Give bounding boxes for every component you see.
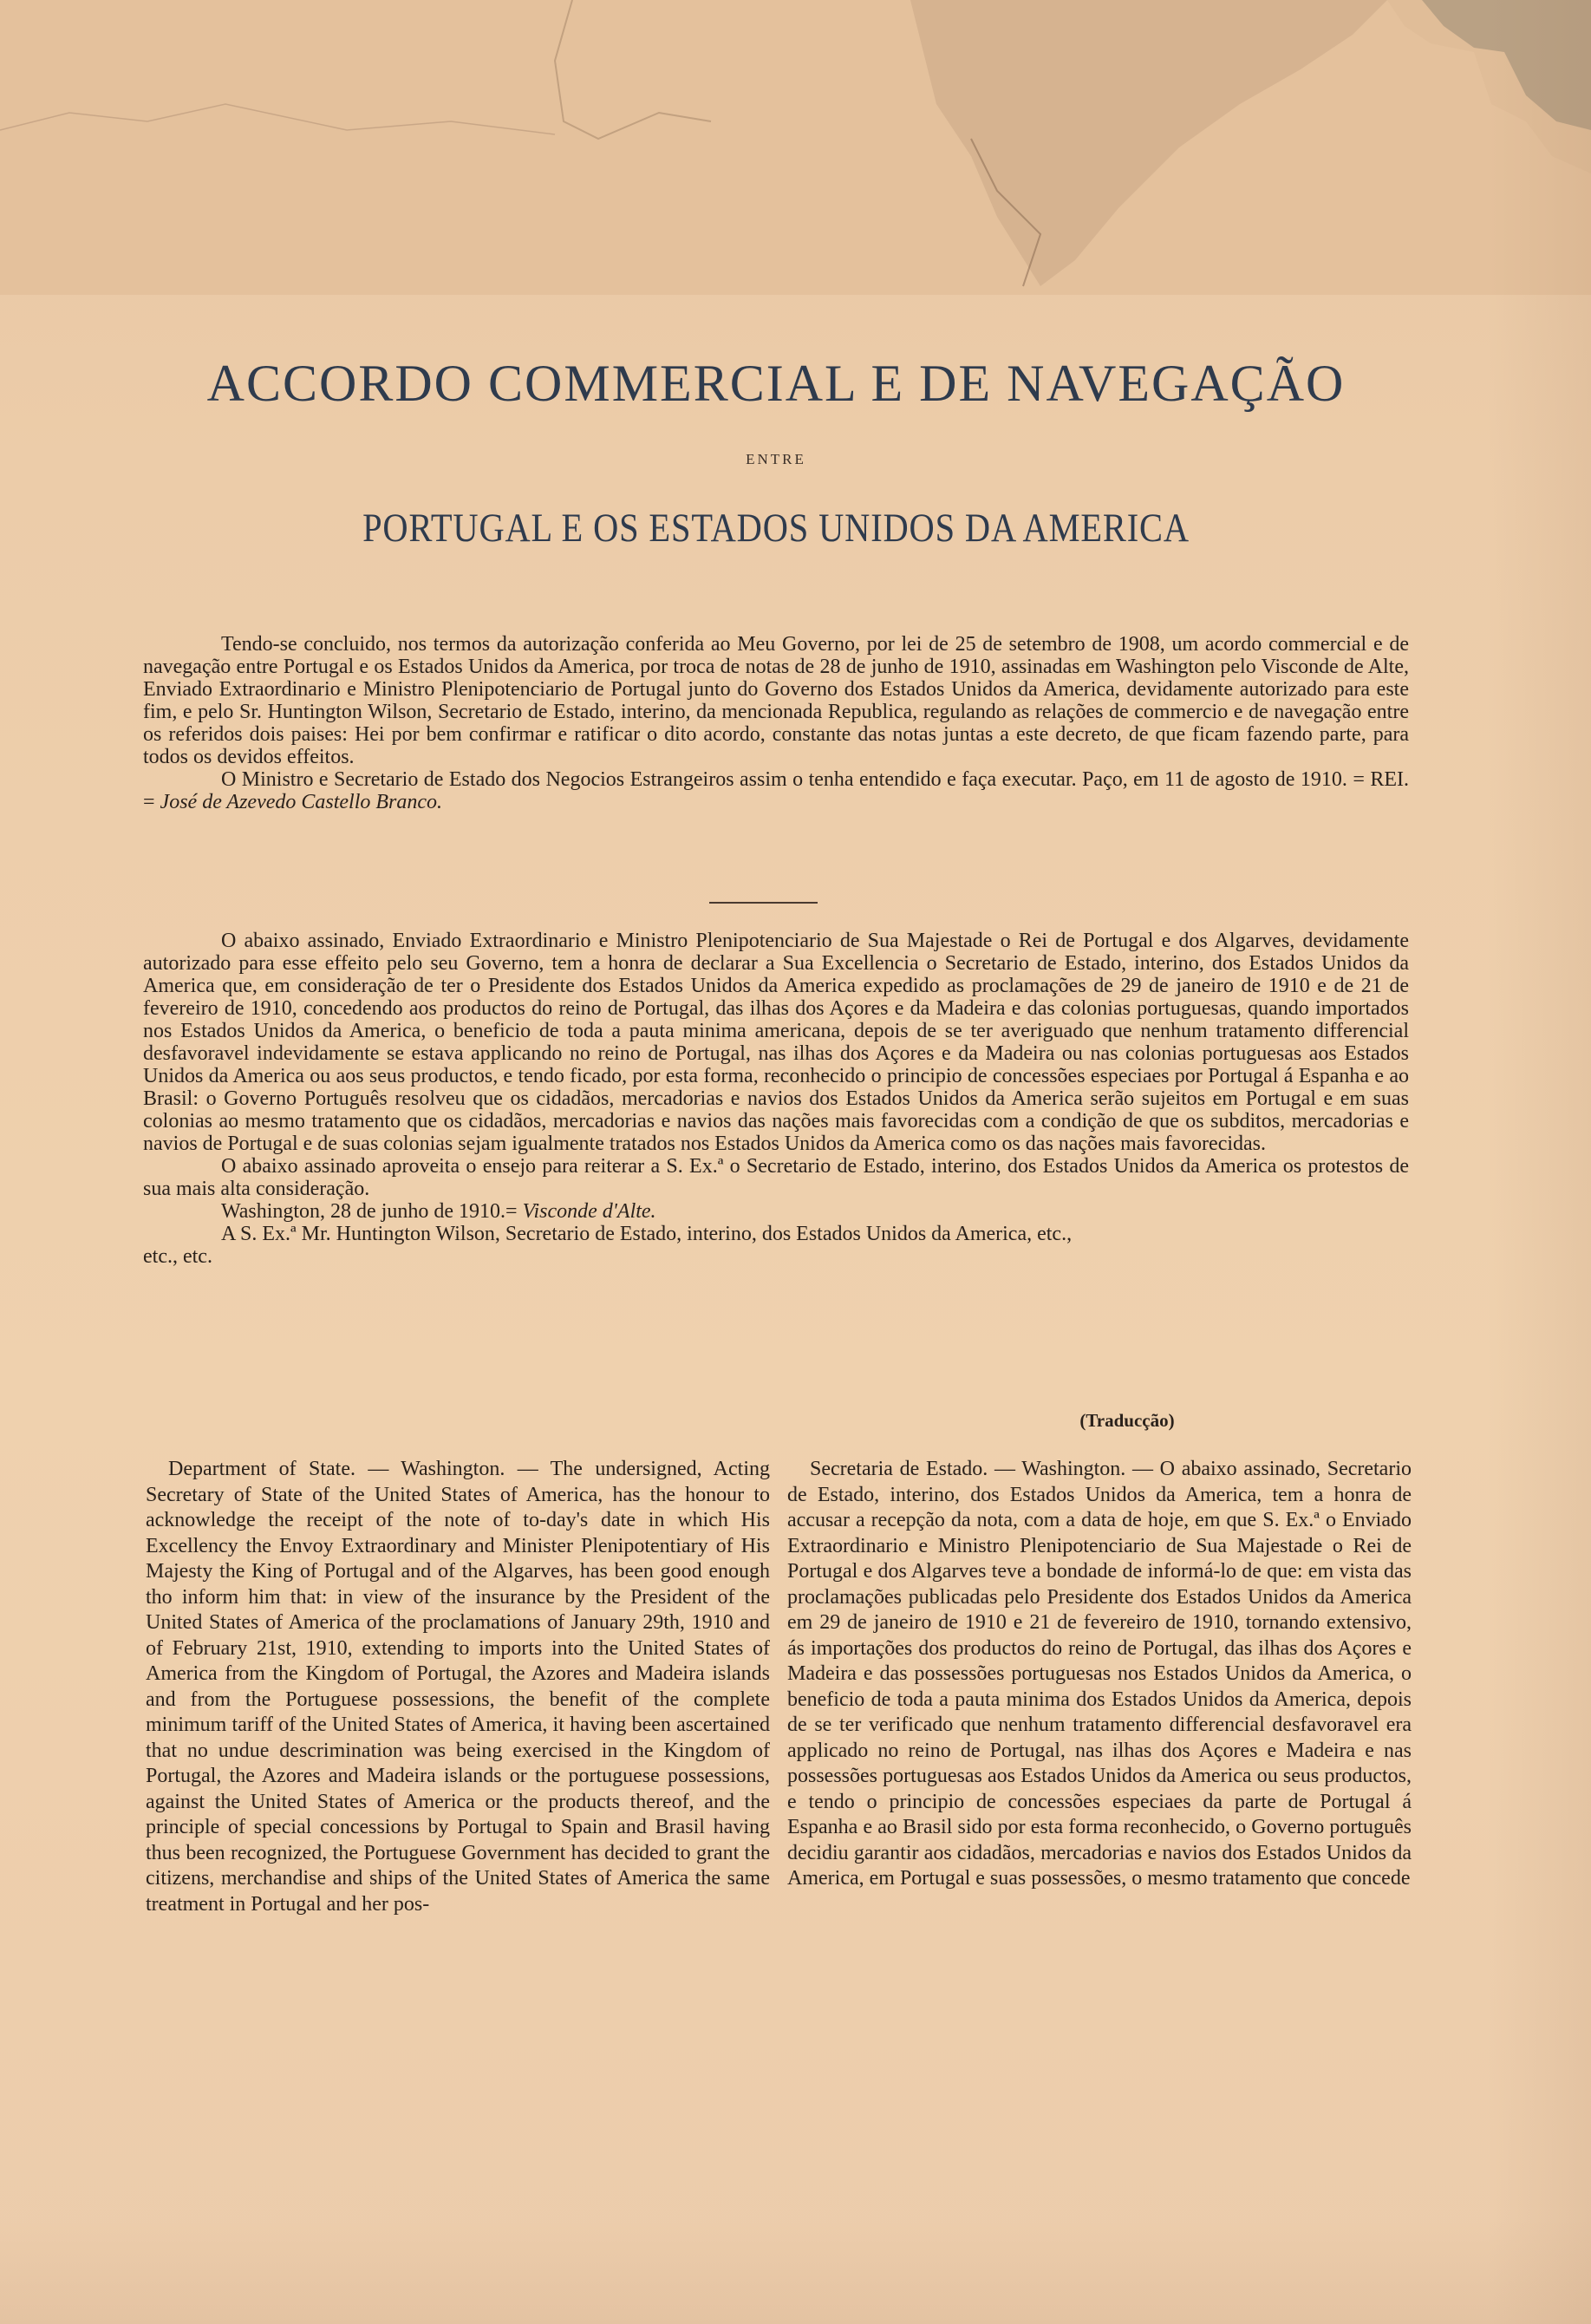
page-edge-shading bbox=[1487, 0, 1591, 2324]
decree-closing-text: O Ministro e Secretario de Estado dos Negocios Estrangeiros assim o tenha entendido e faça executar. Paço, em 11 de agosto de 1910. = REI. = bbox=[143, 768, 1409, 813]
page-bottom-shading bbox=[0, 2220, 1591, 2324]
section-divider bbox=[709, 902, 818, 904]
note-signature: Visconde d'Alte. bbox=[522, 1200, 656, 1223]
torn-paper-edge bbox=[0, 0, 1591, 295]
document-subtitle: PORTUGAL E OS ESTADOS UNIDOS DA AMERICA bbox=[362, 506, 1190, 551]
portuguese-column bbox=[787, 1457, 1412, 1892]
english-column bbox=[146, 1457, 770, 1917]
note-addressee: A S. Ex.ª Mr. Huntington Wilson, Secretario de Estado, interino, dos Estados Unidos da America, etc., bbox=[221, 1223, 1073, 1245]
decree-paragraph: Tendo-se concluido, nos termos da autorização conferida ao Meu Governo, por lei de 25 de setembro de 1908, um acordo commercial e de navegação entre Portugal e os Estados Unidos da America, por troca de notas de 28 de junho de 1910, assinadas em Washington pelo Visconde de Alte, Enviado Extraordinario e Ministro Plenipotenciario de Portugal junto do Governo dos Estados Unidos da America, devidamente autorizado para este fim, e pelo Sr. Huntington Wilson, Secretario de Estado, interino, da mencionada Republica, regulando as relações de commercio e de navegação entre os referidos dois paises: Hei por bem confirmar e ratificar o dito acordo, constante das notas juntas a este decreto, de que ficam fazendo parte, para todos os devidos effeitos. bbox=[143, 633, 1409, 768]
decree-closing bbox=[143, 768, 1409, 813]
title-connector: ENTRE bbox=[746, 451, 806, 467]
decree-signature: José de Azevedo Castello Branco. bbox=[160, 791, 443, 813]
decree-section bbox=[143, 633, 1409, 813]
note-paragraph: O abaixo assinado, Enviado Extraordinario e Ministro Plenipotenciario de Sua Majestade o Rei de Portugal e dos Algarves, devidamente autorizado para esse effeito pelo seu Governo, tem a honra de declarar a Sua Excellencia o Secretario de Estado, interino, dos Estados Unidos da America que, em consideração de ter o Presidente dos Estados Unidos da America expedido as proclamações de 29 de janeiro de 1910 e de 21 de fevereiro de 1910, concedendo aos productos do reino de Portugal, das ilhas dos Açores e da Madeira e das colonias portuguesas, quando importados nos Estados Unidos da America, o beneficio de toda a pauta minima americana, depois de se ter averiguado que nenhum tratamento differencial desfavoravel indevidamente se estava applicando no reino de Portugal, nas ilhas dos Açores e da Madeira ou nas colonias portuguesas aos Estados Unidos da America ou aos seus productos, e tendo ficado, por esta forma, reconhecido o principio de concessões especiaes por Portugal á Espanha e ao Brasil: o Governo Português resolveu que os cidadãos, mercadorias e navios dos Estados Unidos da America serão sujeitos em Portugal e em suas colonias ao mesmo tratamento que os cidadãos, mercadorias e navios das nações mais favorecidas com a condição de que os subditos, mercadorias e navios de Portugal e de suas colonias sejam igualmente tratados nos Estados Unidos da America como os das nações mais favorecidas. bbox=[143, 930, 1409, 1155]
document-title: ACCORDO COMMERCIAL E DE NAVEGAÇÃO bbox=[206, 355, 1346, 412]
translation-label: (Traducção) bbox=[1079, 1410, 1175, 1431]
note-section bbox=[143, 930, 1409, 1268]
note-addressee-cont: etc., etc. bbox=[143, 1245, 212, 1268]
english-note-text: Department of State. — Washington. — The undersigned, Acting Secretary of State of the United States of America, has the honour to acknowledge the receipt of the note of to-day's date in which His Excellency the Envoy Extraordinary and Minister Plenipotentiary of His Majesty the King of Portugal and of the Algarves, has been good enough tho inform him that: in view of the insurance by the President of the United States of America of the proclamations of January 29th, 1910 and of February 21st, 1910, extending to imports into the United States of America from the Kingdom of Portugal, the Azores and Madeira islands and from the Portuguese possessions, the benefit of the complete minimum tariff of the United States of America, it having been ascertained that no undue descrimination was being exercised in the Kingdom of Portugal, the Azores and Madeira islands or the portuguese possessions, against the United States of America or the products thereof, and the principle of special concessions by Portugal to Spain and Brasil having thus been recognized, the Portuguese Government has decided to grant the citizens, merchandise and ships of the United States of America the same treatment in Portugal and her pos- bbox=[146, 1458, 770, 1916]
note-dateline bbox=[143, 1200, 1409, 1223]
portuguese-note-text: Secretaria de Estado. — Washington. — O abaixo assinado, Secretario de Estado, interino, dos Estados Unidos da America, tem a honra de accusar a recepção da nota, com a data de hoje, em que S. Ex.ª o Enviado Extraordinario e Ministro Plenipotenciario de Sua Majestade o Rei de Portugal e dos Algarves teve a bondade de informá-lo de que: em vista das proclamações publicadas pelo Presidente dos Estados Unidos da America em 29 de janeiro de 1910 e 21 de fevereiro de 1910, tornando extensivo, ás importações dos productos do reino de Portugal, das ilhas dos Açores e Madeira e das possessões portuguesas nos Estados Unidos da America, o beneficio de toda a pauta minima dos Estados Unidos da America, depois de se ter verificado que nenhum tratamento differencial desfavoravel era applicado no reino de Portugal, nas ilhas dos Açores e Madeira e nas possessões portuguesas aos Estados Unidos da America ou seus productos, e tendo o principio de concessões especiaes da parte de Portugal á Espanha e ao Brasil sido por esta forma reconhecido, o Governo português decidiu garantir aos cidadãos, mercadorias e navios dos Estados Unidos da America, em Portugal e suas possessões, o mesmo tratamento que concede bbox=[787, 1458, 1412, 1890]
note-closing: O abaixo assinado aproveita o ensejo para reiterar a S. Ex.ª o Secretario de Estado, interino, dos Estados Unidos da America os protestos de sua mais alta consideração. bbox=[143, 1155, 1409, 1200]
note-dateline-text: Washington, 28 de junho de 1910.= bbox=[221, 1200, 523, 1223]
